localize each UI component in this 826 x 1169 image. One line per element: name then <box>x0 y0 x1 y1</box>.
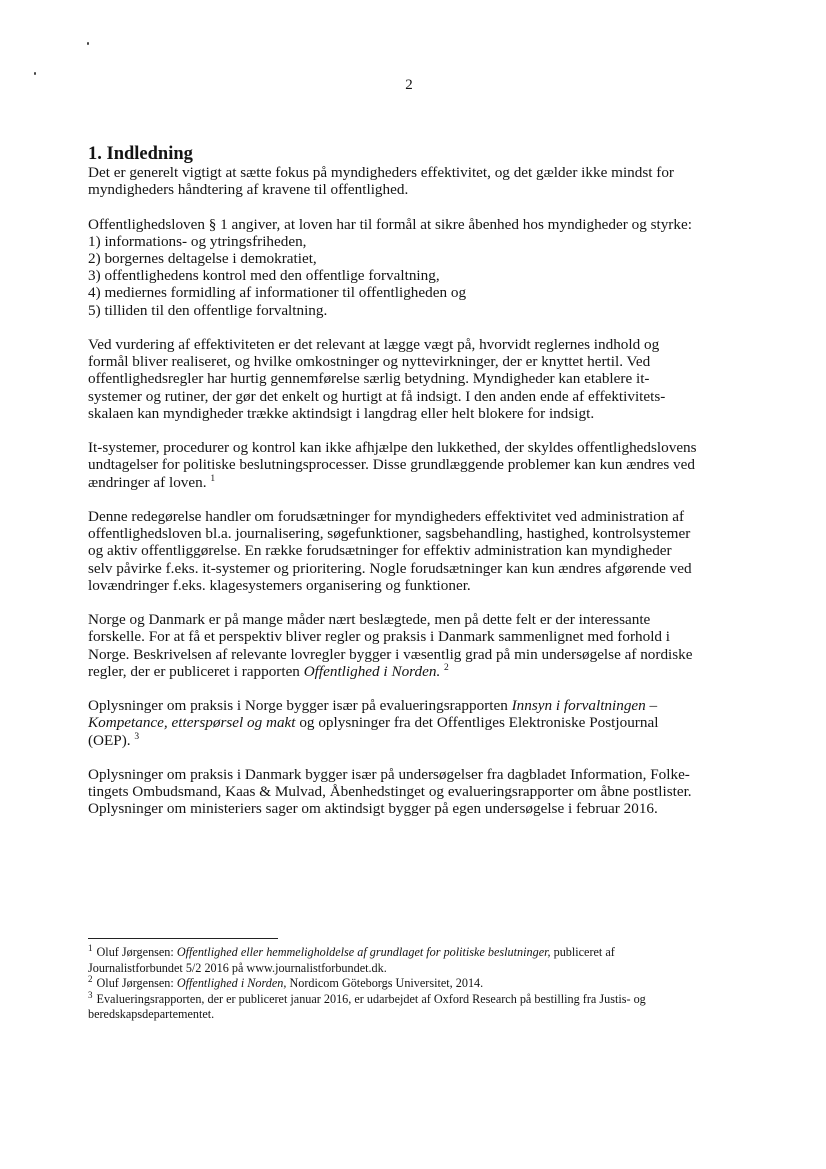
text-line: offentlighedsloven bl.a. journalisering, søgefunktioner, sagsbehandling, hastighed, kontrolsystemer <box>88 525 691 543</box>
text-line: Oplysninger om ministeriers sager om aktindsigt bygger på egen undersøgelse i februar 2016. <box>88 800 658 818</box>
text-line: beredskapsdepartementet. <box>88 1007 215 1021</box>
text-line: Norge. Beskrivelsen af relevante lovregler bygger i væsentlig grad på min undersøgelse af nordiske <box>88 645 693 663</box>
text-line: forskelle. For at få et perspektiv bliver regler og praksis i Danmark sammenlignet med forhold i <box>88 628 671 646</box>
paragraph-norway-practice <box>88 697 738 749</box>
text-line: og aktiv offentliggørelse. En række forudsætninger for effektiv administration kan myndigheder <box>88 542 672 560</box>
text-line: Oplysninger om praksis i Norge bygger især på evalueringsrapporten Innsyn i forvaltningen – <box>88 697 658 715</box>
text-line: systemer og rutiner, der gør det enkelt og hurtigt at få indsigt. I den anden ende af effektivitets- <box>88 387 666 405</box>
footnote-1 <box>88 945 738 976</box>
paragraph-norway-denmark <box>88 611 738 680</box>
page-number: 2 <box>405 77 413 93</box>
text-line: $^1$ Oluf Jørgensen: Offentlighed eller hemmeligholdelse af grundlaget for politiske beslutninger, publiceret af <box>88 943 615 959</box>
text-line: Ved vurdering af effektiviteten er det relevant at lægge vægt på, hvorvidt reglernes indhold og <box>88 336 660 353</box>
text-line: ændringer af loven. $^1$ <box>88 473 216 491</box>
text-line: Norge og Danmark er på mange måder nært beslægtede, men på dette felt er der interessante <box>88 611 651 629</box>
text-line: formål bliver realiseret, og hvilke omkostninger og nyttevirkninger, der er knyttet hertil. Ved <box>88 353 651 371</box>
text-line: undtagelser for politiske beslutningsprocesser. Disse grundlæggende problemer kan kun ændres ved <box>88 456 695 474</box>
paragraph-intro <box>88 164 738 198</box>
text-line: myndigheders håndtering af kravene til offentlighed. <box>88 181 409 199</box>
scan-speck <box>87 42 89 45</box>
paragraph-report-scope <box>88 508 738 594</box>
text-line: Det er generelt vigtigt at sætte fokus på myndigheders effektivitet, og det gælder ikke mindst for <box>88 164 674 181</box>
text-line: Denne redegørelse handler om forudsætninger for myndigheders effektivitet ved administration af <box>88 508 685 525</box>
report-title: Kompetance, etterspørsel og makt <box>88 714 296 732</box>
paragraph-it-systems <box>88 439 738 491</box>
paragraph-denmark-practice <box>88 766 738 818</box>
text-line: (OEP). $^3$ <box>88 731 140 749</box>
text-line: It-systemer, procedurer og kontrol kan ikke afhjælpe den lukkethed, der skyldes offentlighedslovens <box>88 439 697 457</box>
text-line: regler, der er publiceret i rapporten Offentlighed i Norden. $^2$ <box>88 662 449 680</box>
cited-title: Offentlighed i Norden, <box>176 976 287 990</box>
footnote-number: 2 <box>88 974 93 984</box>
footnote-ref: 3 <box>134 731 140 742</box>
report-title: Offentlighed i Norden. <box>303 662 441 680</box>
text-line: Offentlighedsloven § 1 angiver, at loven har til formål at sikre åbenhed hos myndigheder og styrke: <box>88 215 692 233</box>
text-line: selv påvirke f.eks. it-systemer og prioritering. Nogle forudsætninger kan kun ændres afgørende ved <box>88 559 692 577</box>
text-line: Journalistforbundet 5/2 2016 på www.journalistforbundet.dk. <box>88 960 387 975</box>
list-item: 4) mediernes formidling af informationer til offentligheden og <box>88 284 467 302</box>
text-line: offentlighedsregler har hurtig gennemførelse særlig betydning. Myndigheder kan etablere it- <box>88 370 650 388</box>
scan-speck <box>34 72 36 75</box>
text-line: $^3$ Evalueringsrapporten, der er publiceret januar 2016, er udarbejdet af Oxford Research på bestilling fra Justis- og <box>88 989 646 1006</box>
list-item: 5) tilliden til den offentlige forvaltning. <box>88 301 328 319</box>
paragraph-law-purpose <box>88 216 738 319</box>
text-line: Oplysninger om praksis i Danmark bygger især på undersøgelser fra dagbladet Information, Folke- <box>88 766 690 783</box>
paragraph-effectiveness <box>88 336 738 422</box>
text-line: Kompetance, etterspørsel og makt og oplysninger fra det Offentliges Elektroniske Postjournal <box>88 714 659 732</box>
main-text <box>88 144 738 835</box>
footnote-separator <box>88 938 278 939</box>
footnote-number: 3 <box>88 989 93 1000</box>
footnote-number: 1 <box>88 943 93 953</box>
footnote-3 <box>88 989 738 1023</box>
footnote-ref: 1 <box>210 473 216 484</box>
section-heading: 1. Indledning <box>88 144 193 164</box>
cited-title: Offentlighed eller hemmeligholdelse af grundlaget for politiske beslutninger, <box>176 945 551 959</box>
text-line: $^2$ Oluf Jørgensen: Offentlighed i Norden, Nordicom Göteborgs Universitet, 2014. <box>88 974 484 990</box>
footnote-ref: 2 <box>444 662 449 673</box>
report-title: Innsyn i forvaltningen – <box>511 697 658 715</box>
list-item: 3) offentlighedens kontrol med den offentlige forvaltning, <box>88 267 440 285</box>
list-item: 1) informations- og ytringsfriheden, <box>88 232 307 250</box>
text-line: lovændringer f.eks. klagesystemers organisering og funktioner. <box>88 576 471 594</box>
text-line: tingets Ombudsmand, Kaas & Mulvad, Åbenhedstinget og evalueringsrapporter om åbne postlister. <box>88 783 692 801</box>
footnotes <box>88 945 738 1023</box>
footnote-2 <box>88 976 738 992</box>
list-item: 2) borgernes deltagelse i demokratiet, <box>88 250 317 267</box>
text-line: skalaen kan myndigheder trække aktindsigt i langdrag eller helt blokere for indsigt. <box>88 404 595 422</box>
